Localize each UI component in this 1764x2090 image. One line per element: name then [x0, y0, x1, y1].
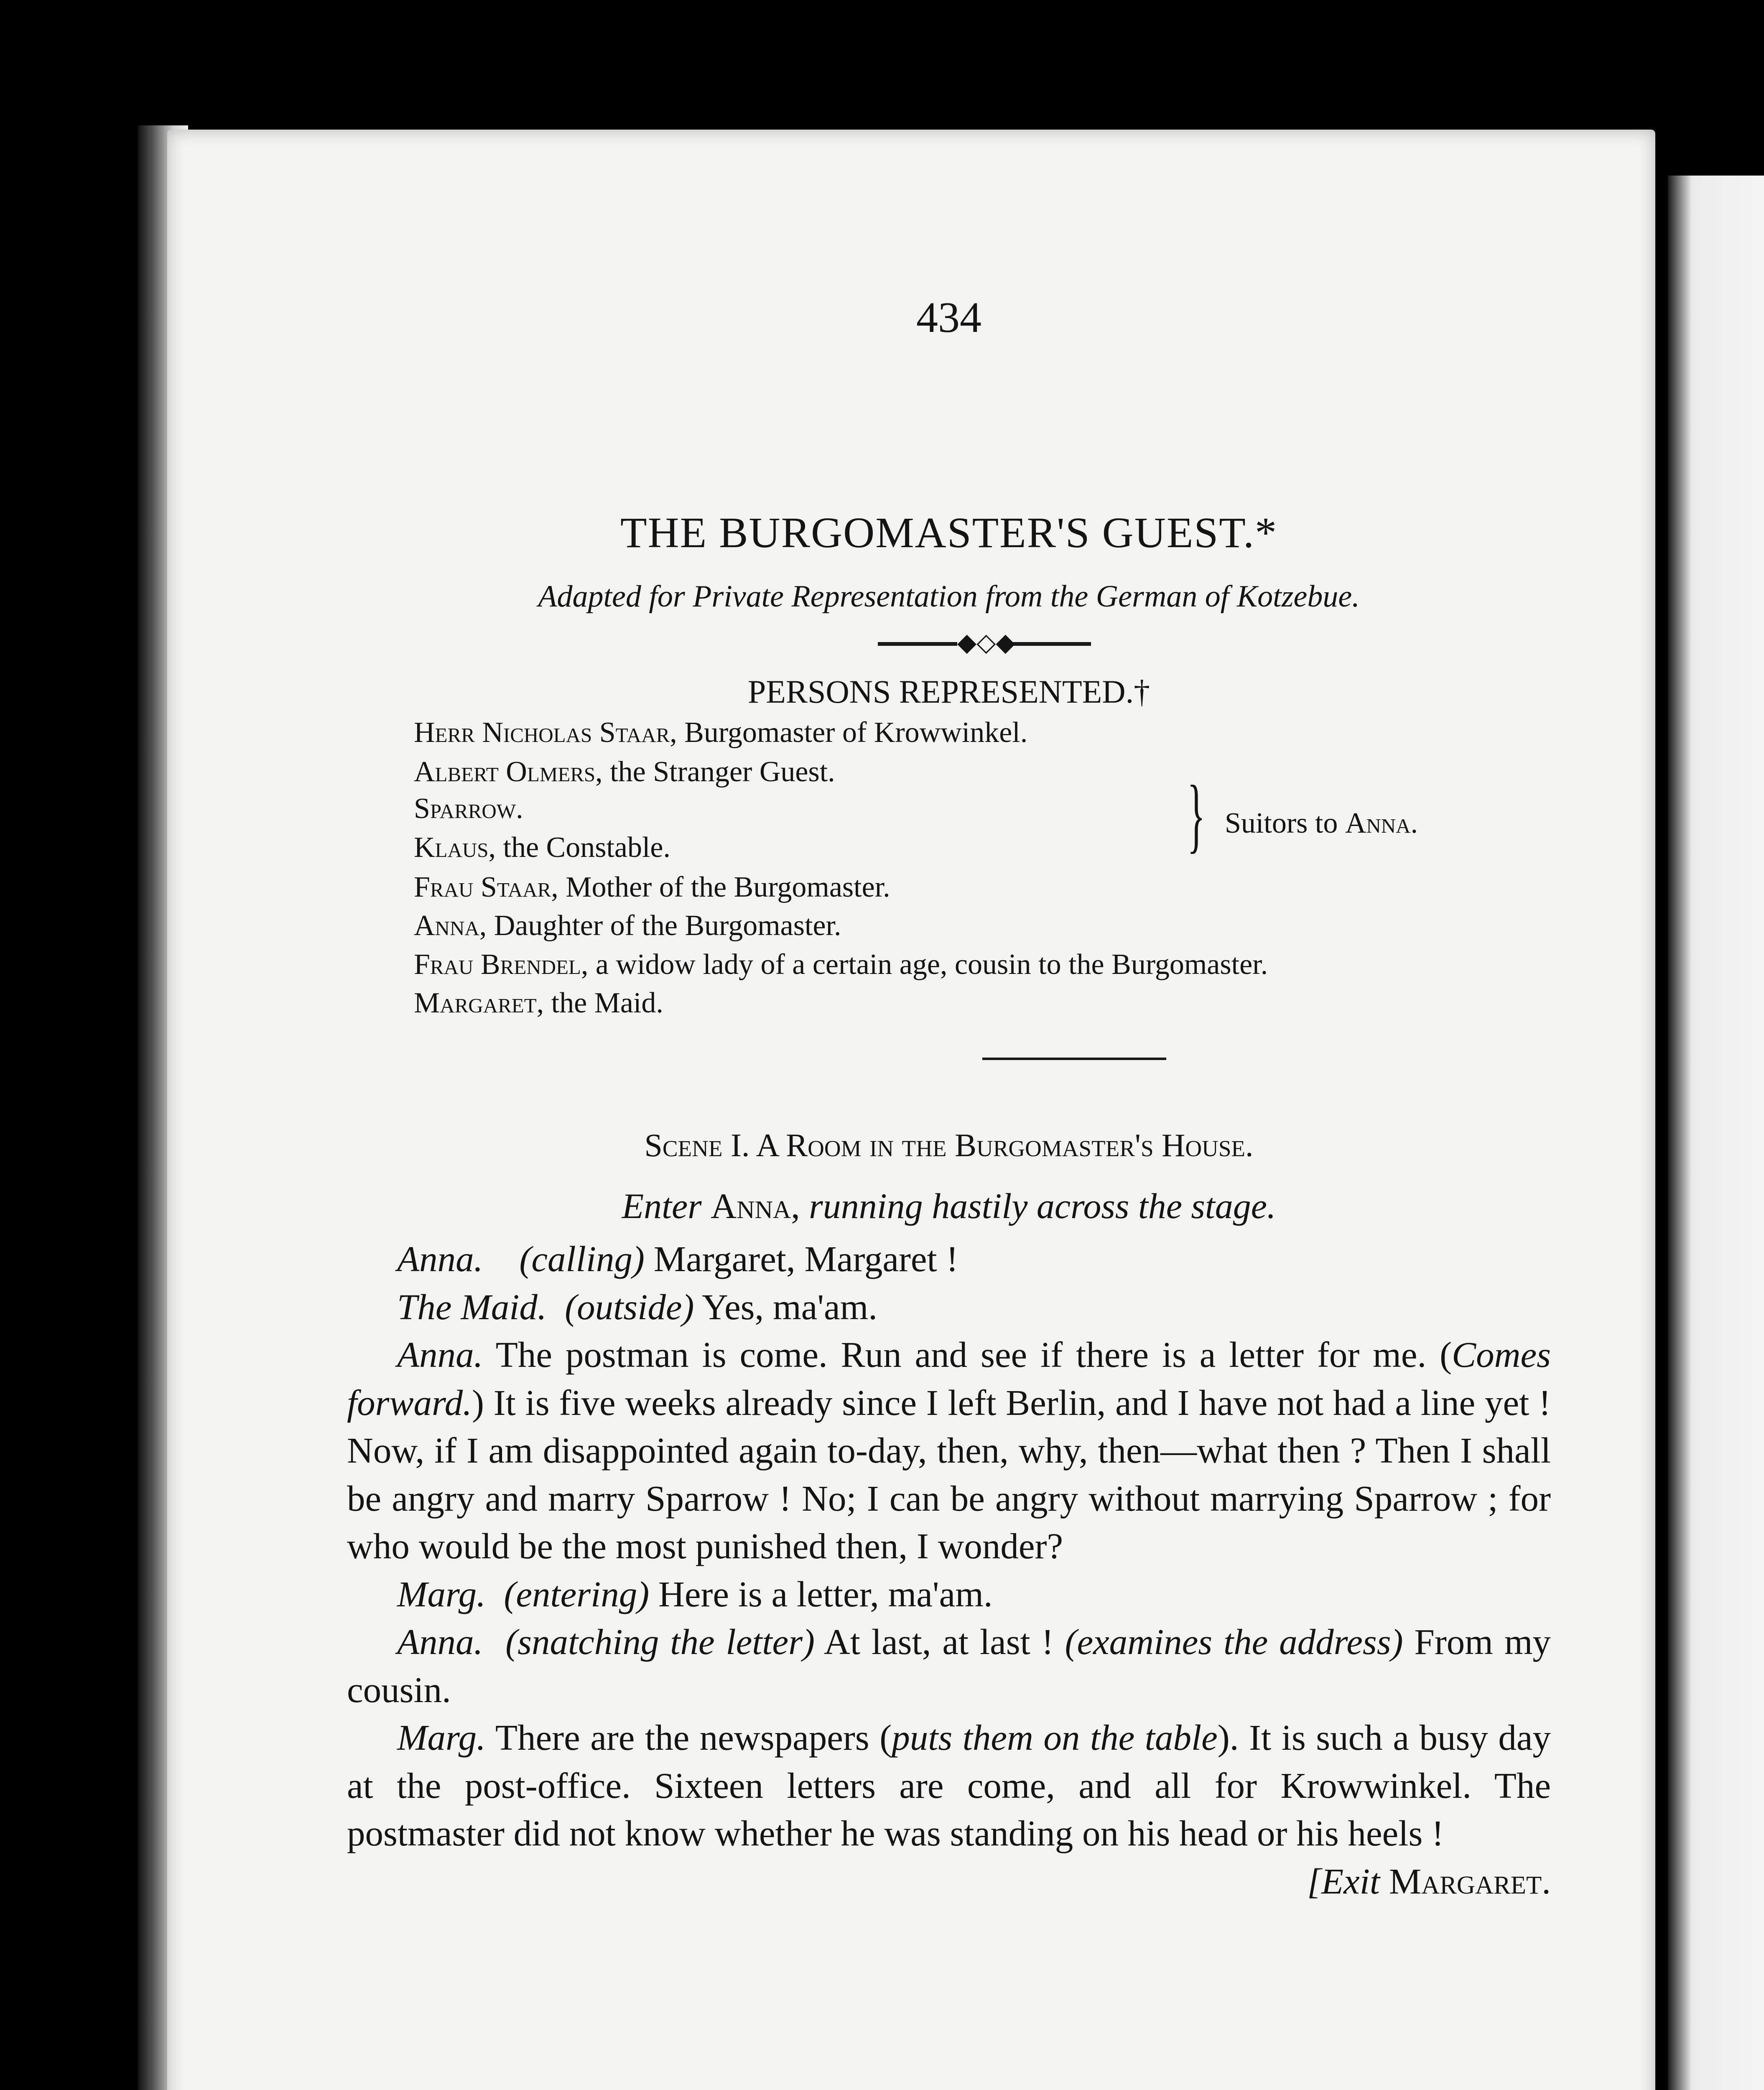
person-name: Frau Staar,	[414, 871, 558, 903]
suitors-brace: }	[1187, 769, 1206, 861]
suitors-text: Suitors to	[1225, 807, 1345, 839]
direction: (examines the address)	[1065, 1621, 1403, 1662]
exit-word: [Exit	[1307, 1861, 1389, 1901]
speaker: Anna.	[397, 1239, 483, 1279]
dialogue-line	[347, 1283, 1551, 1331]
dialogue	[347, 1235, 1551, 1905]
person-desc: Daughter of the Burgomaster.	[487, 910, 841, 942]
person-entry	[414, 909, 841, 943]
enter-rest: running hastily across the stage.	[800, 1186, 1276, 1226]
play-subtitle: Adapted for Private Representation from the German of Kotzebue.	[538, 579, 1360, 614]
facing-page-edge	[1668, 176, 1764, 2090]
line-text: From my cousin.	[347, 1621, 1551, 1710]
play-title: THE BURGOMASTER'S GUEST.*	[620, 509, 1277, 557]
person-desc: Mother of the Burgomaster.	[558, 871, 890, 903]
scene-heading: Scene I. A Room in the Burgomaster's House.	[644, 1127, 1254, 1163]
line-text: Here is a letter, ma'am.	[649, 1573, 993, 1614]
line-text: Margaret, Margaret !	[644, 1239, 958, 1279]
section-rule	[982, 1058, 1166, 1060]
person-name: Sparrow.	[414, 793, 523, 825]
person-desc: the Constable.	[496, 831, 670, 864]
speaker: Marg.	[397, 1717, 486, 1758]
person-entry	[414, 755, 835, 789]
person-entry	[414, 986, 663, 1020]
person-desc: the Stranger Guest.	[602, 756, 835, 788]
person-name: Margaret,	[414, 987, 544, 1019]
dialogue-line	[347, 1570, 1551, 1618]
person-name: Klaus,	[414, 831, 496, 864]
exit-direction	[347, 1858, 1551, 1906]
person-desc: Burgomaster of Krowwinkel.	[677, 716, 1028, 749]
person-name: Herr Nicholas Staar,	[414, 716, 677, 749]
person-desc: a widow lady of a certain age, cousin to the Burgomaster.	[588, 948, 1268, 981]
speaker: Anna.	[397, 1621, 483, 1662]
line-text: ). It is such a busy day at the post-office. Sixteen letters are come, and all for Krowwinkel. The postmaster did not know whether he was standing on his head or his heels !	[347, 1717, 1551, 1853]
stage-direction-enter	[347, 1185, 1551, 1227]
line-text: Yes, ma'am.	[694, 1286, 878, 1327]
direction: puts them on the table	[892, 1717, 1218, 1758]
person-name: Frau Brendel,	[414, 948, 589, 981]
person-name: Anna,	[414, 910, 487, 942]
speaker: Marg.	[397, 1573, 486, 1614]
person-desc: the Maid.	[544, 987, 663, 1019]
book-page	[167, 130, 1655, 2090]
title-ornament: ◆◇◆	[957, 629, 1015, 656]
dialogue-line	[347, 1618, 1551, 1714]
person-entry	[414, 948, 1268, 981]
direction: (outside)	[565, 1286, 694, 1327]
line-text: ) It is five weeks already since I left Berlin, and I have not had a line yet ! Now, if I am disappointed again to-day, then, why, then—what then ? Then I shall be angry and marry Sparrow ! No; I can be angry without marrying Sparrow ; for who would be the most punished then, I wonder?	[347, 1382, 1551, 1566]
direction: (entering)	[504, 1573, 650, 1614]
line-text: The postman is come. Run and see if there is a letter for me. (	[483, 1334, 1452, 1375]
person-entry	[414, 792, 523, 826]
exit-name: Margaret.	[1389, 1861, 1551, 1901]
speaker: Anna.	[397, 1334, 483, 1375]
line-text: At last, at last !	[814, 1621, 1065, 1662]
person-entry	[414, 831, 670, 864]
dialogue-line	[347, 1714, 1551, 1905]
page-number: 434	[916, 293, 981, 342]
direction: (calling)	[519, 1239, 645, 1279]
suitors-name: Anna.	[1345, 807, 1418, 839]
person-entry	[414, 871, 890, 904]
dialogue-line	[347, 1235, 1551, 1283]
direction: (snatching the letter)	[505, 1621, 815, 1662]
line-text: There are the newspapers (	[485, 1717, 892, 1758]
enter-word: Enter	[622, 1186, 711, 1226]
direction: Comes forward.	[347, 1334, 1551, 1423]
enter-name: Anna,	[711, 1186, 800, 1226]
persons-heading: PERSONS REPRESENTED.†	[747, 673, 1150, 710]
person-name: Albert Olmers,	[414, 756, 603, 788]
dialogue-line	[347, 1331, 1551, 1570]
person-entry	[414, 716, 1027, 749]
speaker: The Maid.	[397, 1286, 547, 1327]
suitors-note	[1225, 807, 1418, 840]
